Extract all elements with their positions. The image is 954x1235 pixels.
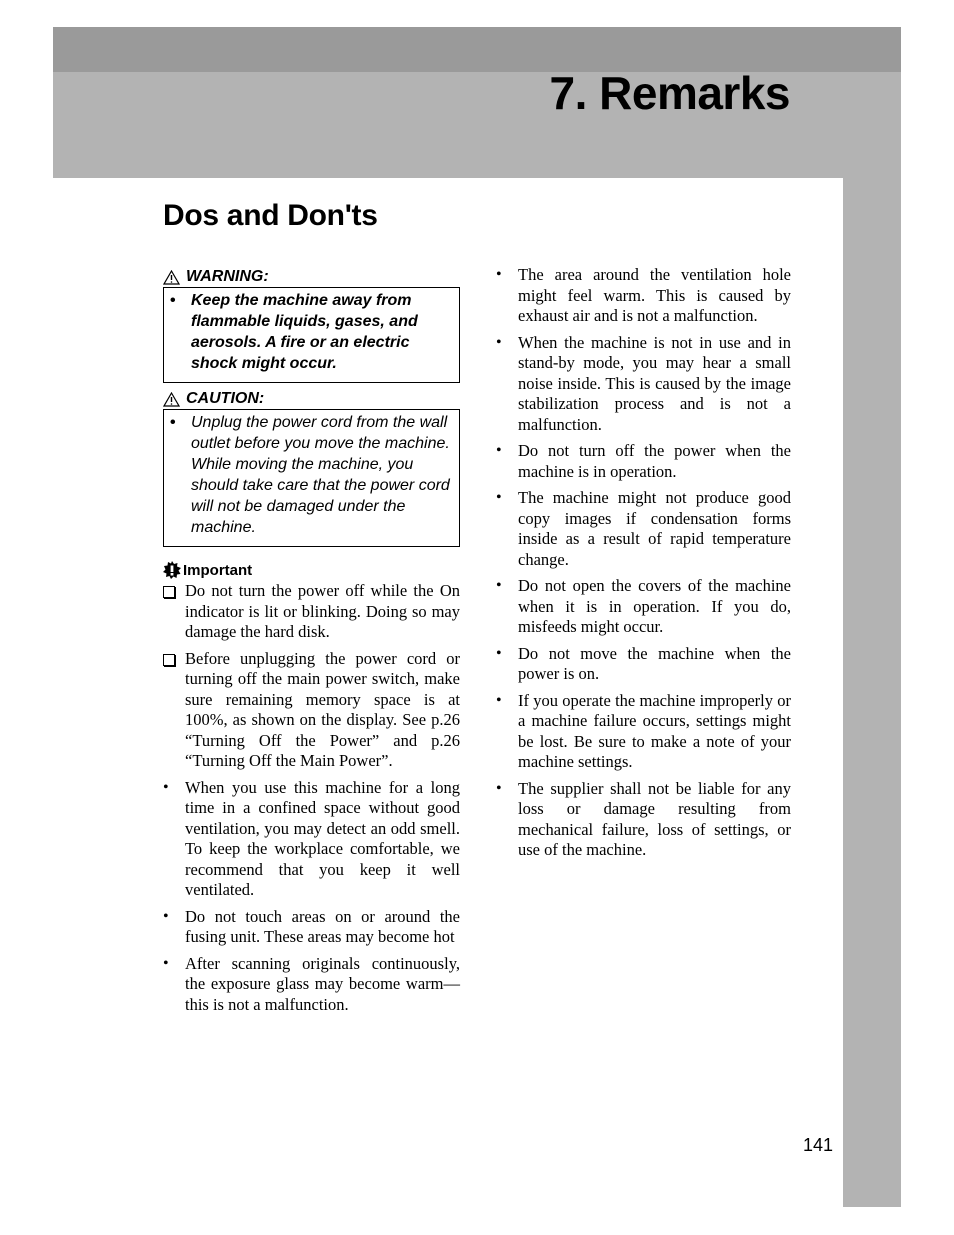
bullet-item bbox=[496, 644, 791, 685]
bullet-icon: • bbox=[496, 266, 502, 283]
important-label: Important bbox=[183, 561, 253, 579]
bullet-item-text: The machine might not produce good copy images if condensation forms inside as a result of rapid temperature change. bbox=[518, 488, 791, 569]
bullet-item-text: After scanning originals continuously, the exposure glass may become warm—this is not a malfunction. bbox=[185, 953, 460, 1014]
important-heading bbox=[163, 559, 460, 581]
bullet-icon: • bbox=[163, 778, 169, 796]
bullet-item-text: When you use this machine for a long time in a confined space without good ventilation, you may detect an odd smell. To keep the workplace comfortable, we recommend that you keep it well ventilated. bbox=[185, 777, 460, 899]
left-column bbox=[163, 267, 460, 1021]
bullet-item bbox=[496, 779, 791, 861]
bullet-icon: • bbox=[496, 577, 502, 594]
bullet-item-text: Do not touch areas on or around the fusing unit. These areas may become hot bbox=[185, 906, 460, 946]
bullet-icon: • bbox=[496, 442, 502, 459]
bullet-icon: • bbox=[170, 414, 176, 431]
bullet-icon: • bbox=[496, 691, 502, 709]
caution-box bbox=[163, 409, 460, 547]
bullet-item-text: The area around the ventilation hole might feel warm. This is caused by exhaust air and is not a malfunction. bbox=[518, 265, 791, 325]
side-tab-bar bbox=[843, 178, 901, 1207]
bullet-item bbox=[496, 576, 791, 638]
caution-heading bbox=[163, 389, 460, 409]
important-icon bbox=[163, 561, 181, 579]
page-number: 141 bbox=[803, 1135, 834, 1155]
bullet-item bbox=[496, 488, 791, 570]
bullet-icon: • bbox=[170, 292, 176, 309]
bullet-item bbox=[163, 778, 460, 901]
bullet-icon: • bbox=[496, 333, 502, 351]
warning-notice bbox=[163, 267, 460, 383]
right-column bbox=[496, 265, 791, 867]
warning-triangle-icon bbox=[163, 270, 180, 285]
bullet-item bbox=[496, 333, 791, 436]
bullet-item bbox=[496, 265, 791, 327]
important-item bbox=[163, 649, 460, 772]
warning-item bbox=[170, 290, 451, 374]
bullet-item-text: If you operate the machine improperly or a machine failure occurs, settings might be lost. Be sure to make a note of your machine settings. bbox=[518, 690, 791, 771]
bullet-item-text: Do not turn off the power when the machine is in operation. bbox=[518, 441, 791, 481]
bullet-icon: • bbox=[163, 907, 169, 925]
caution-triangle-icon bbox=[163, 392, 180, 407]
warning-item-text: Keep the machine away from flammable liquids, gases, and aerosols. A fire or an electric shock might occur. bbox=[191, 292, 418, 372]
bullet-icon: • bbox=[496, 779, 502, 797]
important-item bbox=[163, 581, 460, 643]
caution-item bbox=[170, 412, 451, 538]
bullet-icon: • bbox=[496, 644, 502, 662]
bullet-item bbox=[163, 907, 460, 948]
bullet-icon: • bbox=[496, 489, 502, 506]
bullet-item bbox=[496, 441, 791, 482]
caution-item-text: Unplug the power cord from the wall outlet before you move the machine. While moving the machine, you should take care that the power cord will not be damaged under the machine. bbox=[191, 414, 450, 536]
bullet-item bbox=[496, 691, 791, 773]
warning-heading bbox=[163, 267, 460, 287]
important-item-text: Do not turn the power off while the On indicator is lit or blinking. Doing so may damage the hard disk. bbox=[185, 581, 460, 641]
warning-label: WARNING: bbox=[186, 268, 269, 285]
caution-label: CAUTION: bbox=[186, 390, 265, 407]
section-title: Dos and Don'ts bbox=[163, 199, 378, 232]
caution-notice bbox=[163, 389, 460, 547]
checkbox-bullet-icon bbox=[163, 581, 185, 643]
bullet-item-text: Do not open the covers of the machine when it is in operation. If you do, misfeeds might occur. bbox=[518, 576, 791, 636]
chapter-title: 7. Remarks bbox=[549, 67, 790, 119]
bullet-item-text: The supplier shall not be liable for any loss or damage resulting from mechanical failure, loss of settings, or use of the machine. bbox=[518, 778, 791, 859]
bullet-icon: • bbox=[163, 954, 169, 972]
bullet-item-text: When the machine is not in use and in stand-by mode, you may hear a small noise inside. This is caused by the image stabilization process and is not a malfunction. bbox=[518, 332, 791, 434]
bullet-item bbox=[163, 954, 460, 1016]
warning-box bbox=[163, 287, 460, 383]
important-item-text: Before unplugging the power cord or turning off the main power switch, make sure remaining memory space is at 100%, as shown on the display. See p.26 “Turning Off the Power” and p.26 “Turning Off the Main Power”. bbox=[185, 648, 460, 770]
bullet-item-text: Do not move the machine when the power is on. bbox=[518, 643, 791, 683]
checkbox-bullet-icon bbox=[163, 649, 185, 772]
